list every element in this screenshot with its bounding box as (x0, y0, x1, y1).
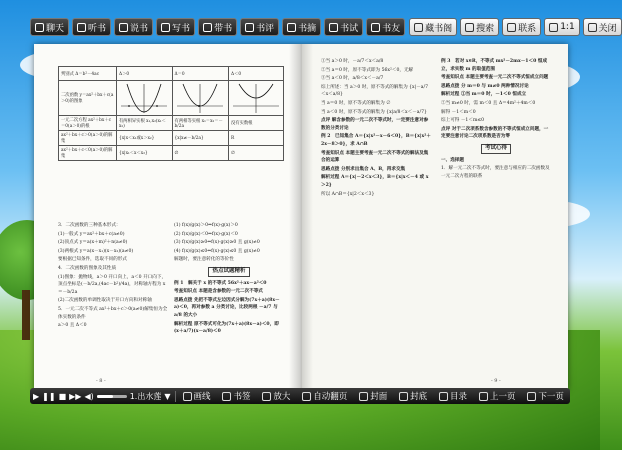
right-page[interactable] (301, 44, 568, 390)
text-paragraph: 4．二次函数的图象及其性质 (58, 265, 117, 271)
speech-icon (119, 23, 128, 32)
bottom-autoflip-button[interactable] (299, 390, 350, 403)
text-paragraph: 当 a＝0 时，原不等式的解集为 ∅ (321, 100, 391, 106)
contact-icon (507, 23, 516, 32)
bottom-next-page-button[interactable] (524, 390, 567, 403)
toolbar-button-label: 书摘 (298, 23, 317, 34)
toolbar-button-label: 书试 (340, 23, 359, 34)
toolbar-button-label: 说书 (130, 23, 149, 34)
toolbar-left-button[interactable] (366, 18, 405, 36)
bottom-button-label: 目录 (450, 392, 468, 402)
close-icon (588, 23, 597, 32)
contents-icon (439, 392, 448, 401)
table-cell: {x|x≠－b/2a} (172, 131, 228, 146)
table-cell: {x|x₁＜x＜x₂} (117, 146, 173, 161)
text-paragraph: 5．一元二次不等式 ax²＋bx＋c＞0(a≠0)解集恒为全体实数的条件 (58, 306, 168, 320)
quote-icon (287, 23, 296, 32)
bottom-button-label: 下一页 (538, 392, 564, 402)
prev-page-icon (479, 392, 488, 401)
text-paragraph: (3)两根式 y＝a(x－x₁)(x－x₂)(a≠0) (58, 248, 134, 254)
text-paragraph: 例 3 若对 x∈R，不等式 mx²－2mx－1＜0 恒成立，求实数 m 的取值范围 (441, 59, 548, 72)
table-row (59, 146, 284, 161)
backcover-icon (399, 392, 408, 401)
table-cell: ∅ (228, 146, 283, 161)
toolbar-button-label: 搜索 (476, 23, 495, 34)
text-paragraph: 考查知识点 本题是含参数的一元二次不等式 (174, 289, 263, 295)
text-paragraph: (2)顶点式 y＝a(x＋m)²＋n(a≠0) (58, 240, 128, 246)
text-paragraph: ②当 m≠0 时，需 m＜0 且 Δ＝4m²＋4m＜0 (441, 100, 536, 106)
text-paragraph: 点评 解含参数的一元二次不等式时，一定要注意对参数的分类讨论 (321, 118, 429, 131)
toolbar-right-group (409, 18, 622, 38)
text-paragraph (174, 267, 284, 277)
library-icon (414, 23, 423, 32)
discriminant-table (58, 66, 284, 161)
bottom-button-label: 放大 (273, 392, 291, 402)
toolbar-left-button[interactable] (324, 18, 363, 36)
table-cell: ax²＋bx＋c＜0(a＞0)的解集 (59, 146, 117, 161)
toolbar-right-button[interactable] (544, 18, 579, 36)
toolbar-button-label: 联系 (518, 23, 537, 34)
text-paragraph: 解析过程 原不等式可化为(7x＋a)(8x－a)＜0，即 (x＋a/7)(x－a/8)＜0 (174, 321, 279, 335)
cover-icon (359, 392, 368, 401)
toolbar-left-button[interactable] (240, 18, 279, 36)
bottom-button-label: 画线 (193, 392, 211, 402)
toolbar-left-button[interactable] (114, 18, 153, 36)
toolbar-left-group (30, 18, 405, 38)
top-toolbar (30, 18, 617, 38)
text-paragraph (441, 144, 551, 154)
headphones-icon (77, 23, 86, 32)
right-page-column-2 (441, 58, 551, 181)
autoflip-icon (302, 392, 311, 401)
text-paragraph: 例 2 已知集合 A＝{x|x²－x－6＜0}，B＝{x|x²＋2x－8＞0}，求 A∩B (321, 134, 431, 147)
text-paragraph: 解析过程 ①当 m＝0 时，－1＜0 恒成立 (441, 92, 527, 98)
text-paragraph: (2)二次函数的单调性取决于开口方向和对称轴 (58, 298, 152, 304)
bookmark-icon (222, 392, 231, 401)
toolbar-right-button[interactable] (502, 18, 541, 36)
text-paragraph: 综上所述：当 a＞0 时，原不等式的解集为 {x|－a/7＜x＜a/8} (321, 84, 429, 98)
section-title: 考试心得 (481, 144, 511, 154)
table-cell: R (228, 131, 283, 146)
table-cell: {x|x＜x₁或x＞x₂} (117, 131, 173, 146)
right-page-column-1 (321, 58, 431, 199)
book-icon (203, 23, 212, 32)
table-cell: 没有实数根 (228, 116, 283, 131)
table-cell: Δ＞0 (117, 67, 173, 81)
bottom-contents-button[interactable] (436, 390, 470, 403)
toolbar-left-button[interactable] (282, 18, 321, 36)
bottom-button-label: 上一页 (489, 392, 516, 402)
toolbar-right-button[interactable] (409, 18, 457, 36)
bottom-cover-button[interactable] (356, 390, 390, 403)
comment-icon (245, 23, 254, 32)
toolbar-button-label: 藏书阁 (425, 23, 453, 34)
chat-icon (35, 23, 44, 32)
text-paragraph: (3) f(x)/g(x)≥0⇔f(x)·g(x)≥0 且 g(x)≠0 (174, 240, 260, 246)
text-paragraph: a＞0 且 Δ＜0 (58, 323, 87, 329)
toolbar-button-label: 带书 (214, 23, 233, 34)
text-paragraph: (1)一般式 y＝ax²＋bx＋c(a≠0) (58, 231, 125, 237)
pause-icon[interactable]: ❚❚ (42, 391, 56, 401)
search-icon (465, 23, 474, 32)
table-cell: 一元二次方程 ax²＋bx＋c＝0(a＞0)的根 (59, 116, 117, 131)
toolbar-right-button[interactable] (460, 18, 499, 36)
next-track-icon[interactable]: ▶▶ (69, 391, 82, 401)
table-cell: ∅ (172, 146, 228, 161)
pen-icon (161, 23, 170, 32)
left-page[interactable] (34, 44, 301, 390)
text-paragraph: ①当 a＞0 时，－a/7＜x＜a/8 (321, 59, 384, 64)
bottom-button-label: 自动翻页 (313, 392, 348, 402)
toolbar-button-label: 关闭 (598, 23, 617, 34)
text-paragraph: 思路点拨 先把不等式左边因式分解为(7x＋a)(8x－a)＜0，再对参数 a 分类讨论，比较两根 －a/7 与 a/8 的大小 (174, 297, 280, 318)
text-paragraph: (1)图象：抛物线，a＞0 开口向上，a＜0 开口向下，顶点坐标是(－b/2a,(4ac－b²)/4a)，对称轴方程为 x＝－b/2a (58, 274, 167, 295)
table-row (59, 131, 284, 146)
bottom-button-label: 书签 (233, 392, 251, 402)
text-paragraph: ③当 a＜0 时，a/8＜x＜－a/7 (321, 76, 384, 82)
music-track-label: 1.出水莲 (129, 391, 162, 401)
friends-icon (371, 23, 380, 32)
track-dropdown-icon[interactable]: ▼ (164, 391, 171, 401)
volume-level (97, 395, 114, 398)
pencil-icon (183, 392, 192, 401)
bottom-zoom-in-button[interactable] (259, 390, 293, 403)
toolbar-right-button[interactable] (583, 18, 622, 36)
text-paragraph: 所以 A∩B＝{x|2＜x＜3} (321, 191, 375, 197)
volume-slider[interactable] (97, 395, 127, 398)
text-paragraph: 要根据已知条件，选取不同的形式 (58, 257, 127, 263)
toolbar-left-button[interactable] (72, 18, 111, 36)
toolbar-left-button[interactable] (156, 18, 195, 36)
table-cell: Δ＜0 (228, 67, 283, 81)
bottom-button-label: 封底 (410, 392, 428, 402)
bottom-backcover-button[interactable] (396, 390, 430, 403)
bottom-button-label: 封面 (370, 392, 388, 402)
music-player (33, 391, 171, 402)
text-paragraph: 一、选择题 (441, 157, 464, 163)
text-paragraph: 解得 －1＜m＜0 (441, 109, 476, 115)
stop-icon[interactable]: ■ (58, 391, 67, 401)
text-paragraph: (4) f(x)/g(x)≤0⇔f(x)·g(x)≤0 且 g(x)≠0 (174, 248, 260, 254)
text-paragraph: 思路点拨 分别求出集合 A、B，再求交集 (321, 166, 406, 172)
toolbar-left-button[interactable] (198, 18, 237, 36)
table-cell: 二次函数 y＝ax²＋bx＋c(a＞0)的图象 (59, 81, 117, 116)
play-icon[interactable]: ▶ (33, 391, 40, 401)
toolbar-button-label: 书友 (382, 23, 401, 34)
text-paragraph: 1．解一元二次不等式时，要注意与相应的二次函数及一元二次方程的联系 (441, 166, 550, 179)
table-cell (117, 81, 173, 116)
toolbar-button-label: 1:1 (560, 22, 575, 32)
toolbar-left-button[interactable] (30, 18, 69, 36)
table-cell: 有两相异实根 x₁,x₂(x₁＜x₂) (117, 116, 173, 131)
table-cell (172, 81, 228, 116)
text-paragraph: 例 1 解关于 x 的不等式 56x²＋ax－a²＜0 (174, 280, 267, 286)
text-paragraph: 点评 对于二次项系数含参数的不等式恒成立问题，一定要注意讨论二次项系数是否为零 (441, 126, 549, 140)
text-paragraph: (2) f(x)/g(x)＜0⇔f(x)·g(x)＜0 (174, 231, 238, 237)
table-cell: Δ＝0 (172, 67, 228, 81)
text-paragraph: 综上可得 －1＜m≤0 (441, 118, 485, 124)
bottom-prev-page-button[interactable] (476, 390, 519, 403)
section-title: 热点试题精析 (208, 267, 249, 277)
toolbar-button-label: 书评 (256, 23, 275, 34)
bottom-buttons (180, 390, 567, 403)
text-paragraph: 3．二次函数的三种基本形式： (58, 223, 121, 228)
table-cell: 有两相等实根 x₁＝x₂＝－b/2a (172, 116, 228, 131)
toolbar-button-label: 写书 (172, 23, 191, 34)
text-paragraph: 解题时，要注意转化的等价性 (174, 257, 234, 263)
divider (175, 391, 176, 402)
zoom-in-icon (262, 392, 271, 401)
left-page-column-2 (174, 222, 284, 337)
text-paragraph: 考查知识点 本题主要考查一元二次不等式的解法及集合的运算 (321, 150, 429, 164)
table-cell: 判别式 Δ＝b²－4ac (59, 67, 117, 81)
test-icon (329, 23, 338, 32)
toolbar-button-label: 聊天 (46, 23, 65, 34)
book-viewer (34, 44, 568, 390)
bottom-bookmark-button[interactable] (219, 390, 253, 403)
table-cell (228, 81, 283, 116)
text-paragraph: 当 a＜0 时，原不等式的解集为 {x|a/8＜x＜－a/7} (321, 109, 427, 115)
page-number: - 9 - (491, 378, 501, 384)
text-paragraph: ②当 a＝0 时，原不等式即为 56x²＜0，无解 (321, 67, 414, 73)
table-row (59, 67, 284, 81)
zoom-icon (549, 23, 558, 32)
text-paragraph: 考查知识点 本题主要考查一元二次不等式恒成立问题 (441, 75, 549, 81)
bottom-pencil-button[interactable] (180, 390, 214, 403)
book-spine (289, 44, 313, 390)
table-row (59, 81, 284, 116)
text-paragraph: (1) f(x)/g(x)＞0⇔f(x)·g(x)＞0 (174, 223, 238, 228)
bottom-toolbar (30, 388, 570, 404)
left-page-column-1 (58, 222, 168, 331)
table-cell: ax²＋bx＋c＞0(a＞0)的解集 (59, 131, 117, 146)
table-row (59, 116, 284, 131)
toolbar-button-label: 听书 (88, 23, 107, 34)
page-number: - 8 - (96, 378, 106, 384)
text-paragraph: 思路点拨 分 m＝0 与 m≠0 两种情况讨论 (441, 83, 529, 89)
next-page-icon (527, 392, 536, 401)
text-paragraph: 解析过程 A＝{x|－2＜x＜3}，B＝{x|x＜－4 或 x＞2} (321, 175, 429, 188)
speaker-icon[interactable]: ◀) (84, 391, 94, 401)
